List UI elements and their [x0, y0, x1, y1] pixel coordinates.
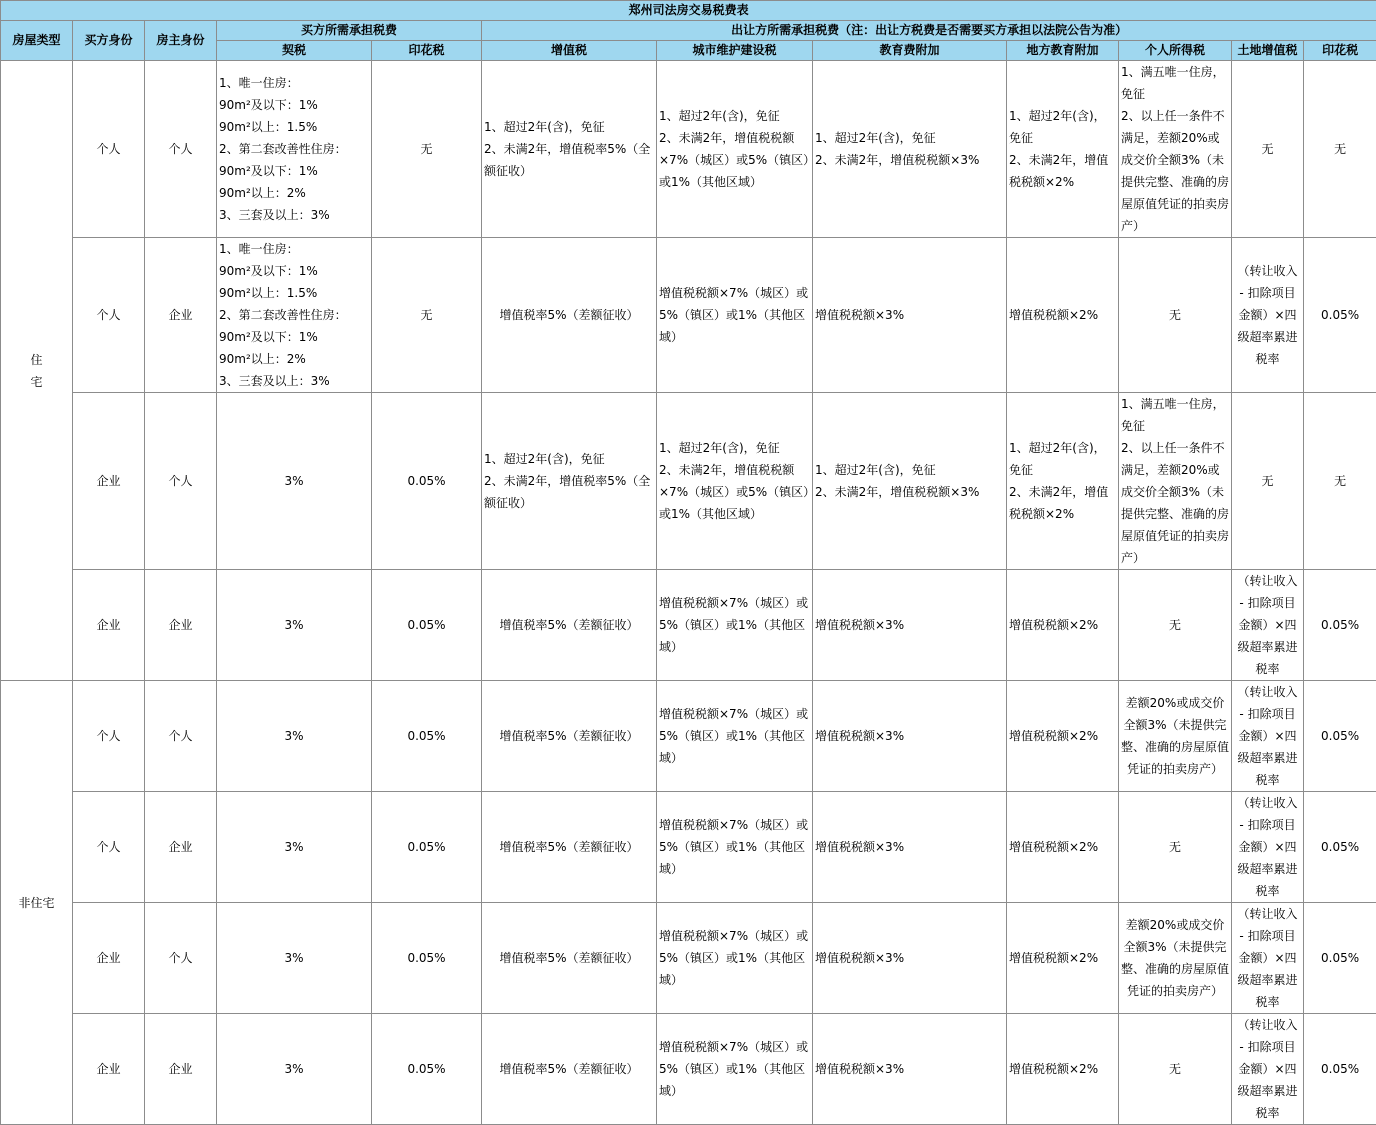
deed-tax-cell: 3%: [217, 393, 372, 570]
buyer-cell: 个人: [73, 792, 145, 903]
deed-tax-cell: 1、唯一住房： 90m²及以下：1% 90m²以上：1.5% 2、第二套改善性住房： 90m²及以下：1% 90m²以上：2% 3、三套及以上：3%: [217, 61, 372, 238]
seller-stamp-cell: 0.05%: [1304, 903, 1376, 1014]
seller-stamp-cell: 0.05%: [1304, 681, 1376, 792]
table-row: [1, 681, 1376, 792]
buyer-cell: 企业: [73, 393, 145, 570]
deed-tax-cell: 1、唯一住房： 90m²及以下：1% 90m²以上：1.5% 2、第二套改善性住房： 90m²及以下：1% 90m²以上：2% 3、三套及以上：3%: [217, 238, 372, 393]
urban-tax-cell: 1、超过2年(含)，免征 2、未满2年，增值税税额×7%（城区）或5%（镇区）或1%（其他区域）: [657, 393, 813, 570]
seller-stamp-cell: 0.05%: [1304, 792, 1376, 903]
table-row: [1, 393, 1376, 570]
house-type-residential: 住 宅: [1, 61, 73, 681]
buyer-stamp-cell: 0.05%: [372, 681, 482, 792]
urban-tax-cell: 增值税税额×7%（城区）或5%（镇区）或1%（其他区域）: [657, 1014, 813, 1125]
header-buyer: 买方身份: [73, 21, 145, 61]
owner-cell: 企业: [145, 570, 217, 681]
land-vat-cell: （转让收入 - 扣除项目金额）×四级超率累进税率: [1232, 238, 1304, 393]
seller-stamp-cell: 0.05%: [1304, 1014, 1376, 1125]
edu-cell: 增值税税额×3%: [813, 238, 1007, 393]
edu-cell: 增值税税额×3%: [813, 1014, 1007, 1125]
buyer-cell: 企业: [73, 1014, 145, 1125]
edu-cell: 增值税税额×3%: [813, 792, 1007, 903]
local-edu-cell: 1、超过2年(含)，免征 2、未满2年，增值税税额×2%: [1007, 393, 1119, 570]
owner-cell: 个人: [145, 903, 217, 1014]
header-edu: 教育费附加: [813, 41, 1007, 61]
seller-stamp-cell: 0.05%: [1304, 238, 1376, 393]
edu-cell: 增值税税额×3%: [813, 903, 1007, 1014]
local-edu-cell: 增值税税额×2%: [1007, 1014, 1119, 1125]
local-edu-cell: 增值税税额×2%: [1007, 238, 1119, 393]
buyer-cell: 个人: [73, 238, 145, 393]
vat-cell: 增值税率5%（差额征收）: [482, 903, 657, 1014]
owner-cell: 个人: [145, 393, 217, 570]
local-edu-cell: 增值税税额×2%: [1007, 792, 1119, 903]
income-tax-cell: 无: [1119, 238, 1232, 393]
header-buyer-group: 买方所需承担税费: [217, 21, 482, 41]
income-tax-cell: 1、满五唯一住房，免征 2、以上任一条件不满足，差额20%或成交价全额3%（未提供完整、准确的房屋原值凭证的拍卖房产）: [1119, 61, 1232, 238]
urban-tax-cell: 增值税税额×7%（城区）或5%（镇区）或1%（其他区域）: [657, 681, 813, 792]
urban-tax-cell: 增值税税额×7%（城区）或5%（镇区）或1%（其他区域）: [657, 238, 813, 393]
income-tax-cell: 无: [1119, 570, 1232, 681]
deed-tax-cell: 3%: [217, 681, 372, 792]
buyer-stamp-cell: 0.05%: [372, 903, 482, 1014]
buyer-stamp-cell: 0.05%: [372, 393, 482, 570]
vat-cell: 增值税率5%（差额征收）: [482, 792, 657, 903]
table-title: 郑州司法房交易税费表: [1, 1, 1376, 21]
deed-tax-cell: 3%: [217, 792, 372, 903]
buyer-stamp-cell: 无: [372, 238, 482, 393]
table-row: [1, 792, 1376, 903]
urban-tax-cell: 增值税税额×7%（城区）或5%（镇区）或1%（其他区域）: [657, 903, 813, 1014]
house-type-non-residential: 非住宅: [1, 681, 73, 1125]
land-vat-cell: （转让收入 - 扣除项目金额）×四级超率累进税率: [1232, 681, 1304, 792]
vat-cell: 增值税率5%（差额征收）: [482, 681, 657, 792]
deed-tax-cell: 3%: [217, 903, 372, 1014]
urban-tax-cell: 1、超过2年(含)，免征 2、未满2年，增值税税额×7%（城区）或5%（镇区）或1%（其他区域）: [657, 61, 813, 238]
local-edu-cell: 1、超过2年(含)，免征 2、未满2年，增值税税额×2%: [1007, 61, 1119, 238]
urban-tax-cell: 增值税税额×7%（城区）或5%（镇区）或1%（其他区域）: [657, 570, 813, 681]
header-local-edu: 地方教育附加: [1007, 41, 1119, 61]
buyer-cell: 企业: [73, 903, 145, 1014]
land-vat-cell: （转让收入 - 扣除项目金额）×四级超率累进税率: [1232, 1014, 1304, 1125]
owner-cell: 企业: [145, 792, 217, 903]
header-buyer-stamp: 印花税: [372, 41, 482, 61]
income-tax-cell: 无: [1119, 1014, 1232, 1125]
seller-stamp-cell: 0.05%: [1304, 570, 1376, 681]
vat-cell: 增值税率5%（差额征收）: [482, 570, 657, 681]
buyer-stamp-cell: 无: [372, 61, 482, 238]
owner-cell: 企业: [145, 238, 217, 393]
local-edu-cell: 增值税税额×2%: [1007, 681, 1119, 792]
buyer-stamp-cell: 0.05%: [372, 1014, 482, 1125]
header-owner: 房主身份: [145, 21, 217, 61]
buyer-cell: 企业: [73, 570, 145, 681]
seller-stamp-cell: 无: [1304, 393, 1376, 570]
buyer-stamp-cell: 0.05%: [372, 792, 482, 903]
header-deed-tax: 契税: [217, 41, 372, 61]
deed-tax-cell: 3%: [217, 570, 372, 681]
land-vat-cell: （转让收入 - 扣除项目金额）×四级超率累进税率: [1232, 792, 1304, 903]
owner-cell: 企业: [145, 1014, 217, 1125]
owner-cell: 个人: [145, 681, 217, 792]
land-vat-cell: 无: [1232, 393, 1304, 570]
vat-cell: 增值税率5%（差额征收）: [482, 238, 657, 393]
edu-cell: 增值税税额×3%: [813, 570, 1007, 681]
income-tax-cell: 1、满五唯一住房，免征 2、以上任一条件不满足，差额20%或成交价全额3%（未提供完整、准确的房屋原值凭证的拍卖房产）: [1119, 393, 1232, 570]
table-row: [1, 570, 1376, 681]
owner-cell: 个人: [145, 61, 217, 238]
table-row: [1, 61, 1376, 238]
edu-cell: 1、超过2年(含)，免征 2、未满2年，增值税税额×3%: [813, 393, 1007, 570]
table-row: [1, 1014, 1376, 1125]
income-tax-cell: 无: [1119, 792, 1232, 903]
local-edu-cell: 增值税税额×2%: [1007, 570, 1119, 681]
table-row: [1, 238, 1376, 393]
buyer-cell: 个人: [73, 681, 145, 792]
header-land-vat: 土地增值税: [1232, 41, 1304, 61]
table-row: [1, 903, 1376, 1014]
deed-tax-cell: 3%: [217, 1014, 372, 1125]
buyer-stamp-cell: 0.05%: [372, 570, 482, 681]
edu-cell: 1、超过2年(含)，免征 2、未满2年，增值税税额×3%: [813, 61, 1007, 238]
land-vat-cell: （转让收入 - 扣除项目金额）×四级超率累进税率: [1232, 570, 1304, 681]
header-seller-stamp: 印花税: [1304, 41, 1376, 61]
land-vat-cell: （转让收入 - 扣除项目金额）×四级超率累进税率: [1232, 903, 1304, 1014]
local-edu-cell: 增值税税额×2%: [1007, 903, 1119, 1014]
vat-cell: 1、超过2年(含)，免征 2、未满2年，增值税率5%（全额征收）: [482, 61, 657, 238]
seller-stamp-cell: 无: [1304, 61, 1376, 238]
header-seller-group: 出让方所需承担税费（注：出让方税费是否需要买方承担以法院公告为准）: [482, 21, 1376, 41]
vat-cell: 1、超过2年(含)，免征 2、未满2年，增值税率5%（全额征收）: [482, 393, 657, 570]
vat-cell: 增值税率5%（差额征收）: [482, 1014, 657, 1125]
land-vat-cell: 无: [1232, 61, 1304, 238]
edu-cell: 增值税税额×3%: [813, 681, 1007, 792]
income-tax-cell: 差额20%或成交价全额3%（未提供完整、准确的房屋原值凭证的拍卖房产）: [1119, 681, 1232, 792]
income-tax-cell: 差额20%或成交价全额3%（未提供完整、准确的房屋原值凭证的拍卖房产）: [1119, 903, 1232, 1014]
buyer-cell: 个人: [73, 61, 145, 238]
header-vat: 增值税: [482, 41, 657, 61]
header-house-type: 房屋类型: [1, 21, 73, 61]
header-income-tax: 个人所得税: [1119, 41, 1232, 61]
urban-tax-cell: 增值税税额×7%（城区）或5%（镇区）或1%（其他区域）: [657, 792, 813, 903]
header-urban-tax: 城市维护建设税: [657, 41, 813, 61]
